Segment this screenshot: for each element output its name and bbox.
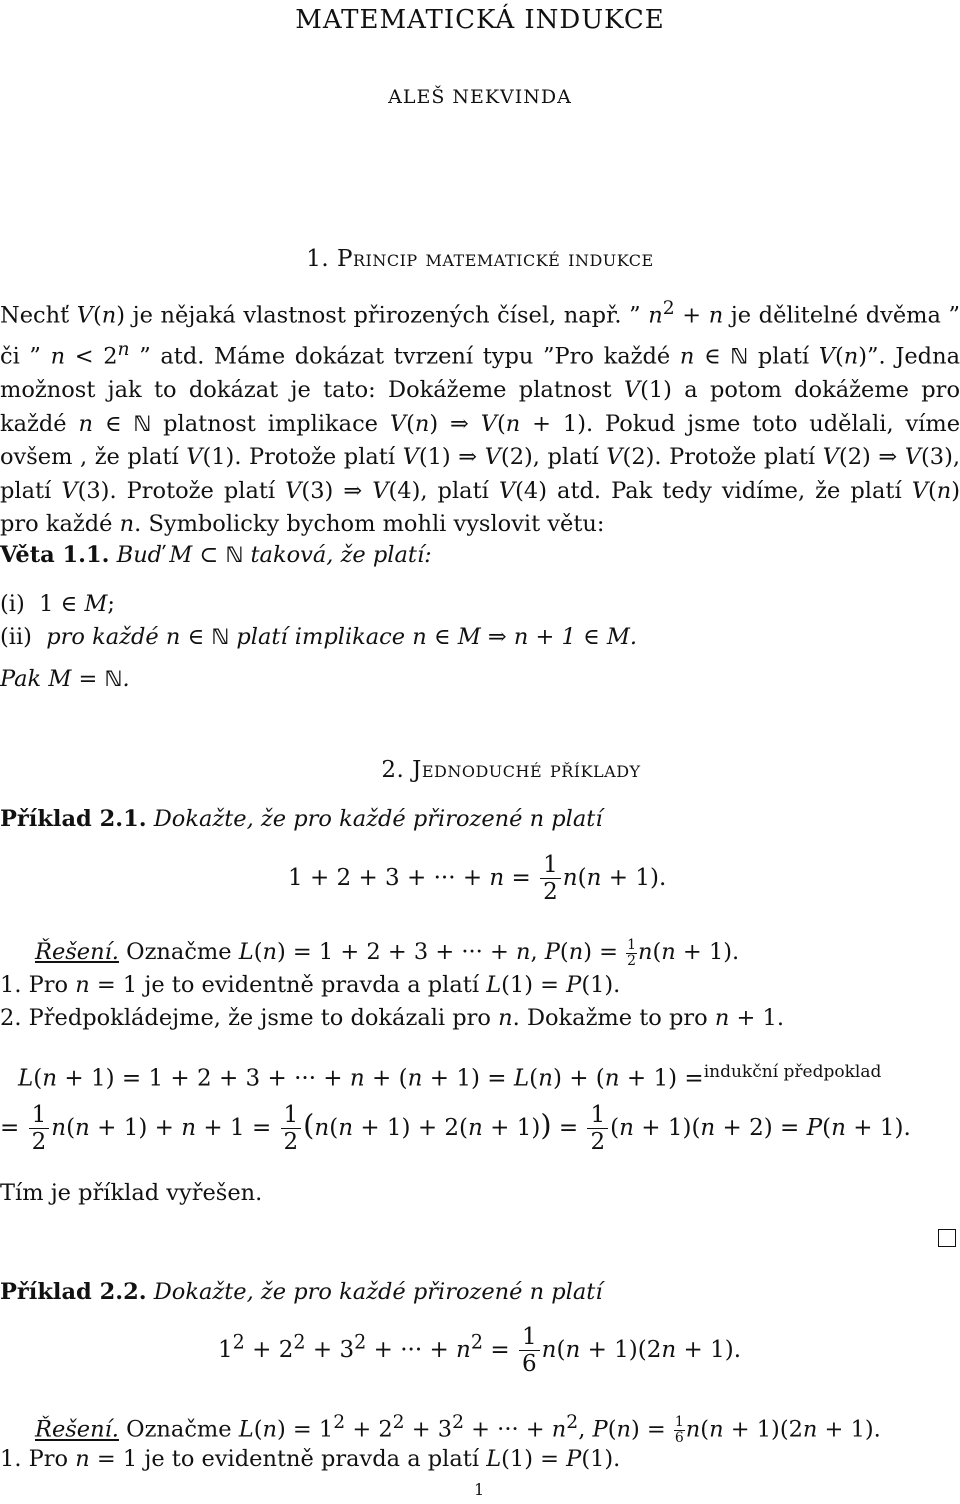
author-name: ALEŠ NEKVINDA — [388, 86, 572, 108]
example-2-2-solution: Řešení. Označme $L(n) = 1^2 + 2^2 + 3^2$ + ··· + $n^2$, P(n) = $\frac{1}{6}$ n(n + 1)(2n + 1). — [35, 1412, 881, 1446]
qed-square-icon — [938, 1229, 956, 1247]
page-number: 1 — [474, 1480, 485, 1499]
example-2-1-step1: 1. Pro n = 1 je to evidentně pravda a platí L(1) = P(1). — [0, 972, 621, 998]
example-label: Příklad 2.2. — [0, 1279, 147, 1305]
theorem-item-1: (i) 1 ∈ M; — [0, 591, 115, 617]
example-2-1-step2: 2. Předpokládejme, že jsme to dokázali pro n. Dokažme to pro n + 1. — [0, 1005, 784, 1031]
example-2-1-end: Tím je příklad vyřešen. — [0, 1180, 263, 1206]
section-heading-1: 1. Princip matematické indukce — [306, 246, 654, 272]
page-title: MATEMATICKÁ INDUKCE — [295, 5, 665, 35]
theorem-label: Věta 1.1. — [0, 542, 110, 568]
example-2-2-step1: 1. Pro n = 1 je to evidentně pravda a platí L(1) = P(1). — [0, 1446, 621, 1472]
example-label: Příklad 2.1. — [0, 806, 147, 832]
example-2-1-solution: Řešení. Označme L(n) = 1 + 2 + 3 + ··· + n, P(n) = $\frac{1}{2}$ n(n + 1). — [35, 937, 740, 969]
example-2-2-statement: Příklad 2.2. Dokažte, že pro každé přirozené n platí — [0, 1279, 603, 1305]
induction-equation-line2: = $\frac{1}{2}$ n(n + 1) + n + 1 = $\frac{1}{2}$ (n(n + 1) + 2(n + 1)) = $\frac{1}{2}$ (n + 1)(n + 2) = P(n + 1). — [0, 1102, 911, 1156]
theorem-item-2: (ii) pro každé n ∈ ℕ platí implikace n ∈ M ⇒ n + 1 ∈ M. — [0, 624, 638, 650]
theorem-conclusion: Pak M = ℕ. — [0, 666, 130, 692]
example-2-2-equation: $1^2 + 2^2 + 3^2$ + ··· + $n^2$ = $\frac{1}{6}$ n(n + 1)(2n + 1). — [218, 1324, 742, 1378]
example-2-1-statement: Příklad 2.1. Dokažte, že pro každé přirozené n platí — [0, 806, 603, 832]
induction-note: indukční předpoklad — [703, 1062, 882, 1082]
paragraph-principle: Nechť V(n) je nějaká vlastnost přirozených čísel, např. ” $n^2 + n$ je dělitelné dvěma ” či ” $n < 2^n$ ” atd. Máme dokázat tvrzení typu ”Pro každé n ∈ ℕ platí V(n)”. Jedna možnost jak to dokázat je tato: Dokážeme platnost V(1) a potom dokážeme pro každé n ∈ ℕ platnost implikace V(n) ⇒ V(n + 1). Pokud jsme toto udělali, víme ovšem , že platí V(1). Protože platí V(1) ⇒ V(2), platí V(2). Protože platí V(2) ⇒ V(3), platí V(3). Protože platí V(3) ⇒ V(4), platí V(4) atd. Pak tedy vidíme, že platí V(n) pro každé n. Symbolicky bychom mohli vyslovit větu: — [0, 298, 960, 537]
example-2-1-equation: 1 + 2 + 3 + ··· + n = $\frac{1}{2}$ n(n + 1). — [288, 852, 667, 906]
section-heading-2: 2. Jednoduché příklady — [381, 757, 641, 783]
induction-equation-line1: L(n + 1) = 1 + 2 + 3 + ··· + n + (n + 1) = L(n) + (n + 1) =$^{indukční předpoklad}$ — [18, 1062, 882, 1092]
theorem-statement: Věta 1.1. Buď M ⊂ ℕ taková, že platí: — [0, 542, 432, 568]
